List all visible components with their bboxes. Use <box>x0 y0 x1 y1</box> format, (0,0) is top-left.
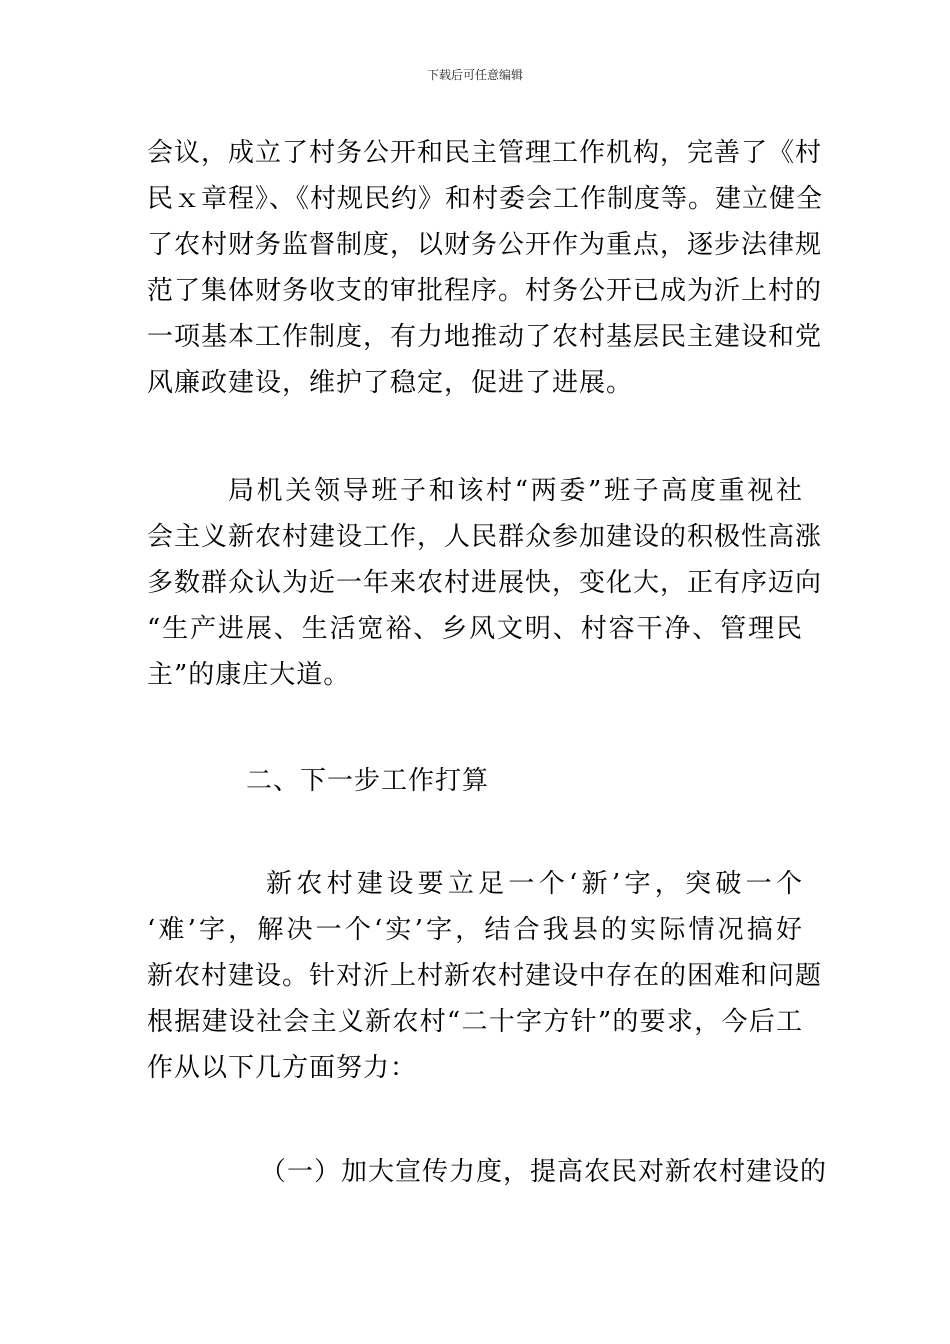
paragraph-4-line-1: （一）加大宣传力度，提高农民对新农村建设的 <box>260 1157 828 1187</box>
paragraph-2-line-3: 多数群众认为近一年来农村进展快，变化大，正有序迈向 <box>147 568 823 598</box>
paragraph-1-line-2: 民ｘ章程》、《村规民约》和村委会工作制度等。建立健全 <box>147 184 824 214</box>
paragraph-3-line-2: ‘难’字，解决一个‘实’字，结合我县的实际情况搞好 <box>147 915 803 945</box>
paragraph-2-line-5: 主”的康庄大道。 <box>147 660 351 690</box>
section-heading: 二、下一步工作打算 <box>246 766 490 796</box>
paragraph-2-line-2: 会主义新农村建设工作，人民群众参加建设的积极性高涨 <box>147 522 823 552</box>
paragraph-1-line-4: 范了集体财务收支的审批程序。村务公开已成为沂上村的 <box>147 276 823 306</box>
paragraph-1-line-3: 了农村财务监督制度，以财务公开作为重点，逐步法律规 <box>147 230 823 260</box>
paragraph-1-line-6: 风廉政建设，维护了稳定，促进了进展。 <box>147 368 634 398</box>
paragraph-3-line-1: 新农村建设要立足一个‘新’字，突破一个 <box>266 869 803 899</box>
paragraph-3-line-3: 新农村建设。针对沂上村新农村建设中存在的困难和问题 <box>147 961 823 991</box>
paragraph-3-line-5: 作从以下几方面努力： <box>147 1053 418 1083</box>
header-note: 下载后可任意编辑 <box>426 68 523 82</box>
paragraph-3-line-4: 根据建设社会主义新农村“二十字方针”的要求，今后工 <box>147 1007 803 1037</box>
paragraph-2-line-1: 局机关领导班子和该村“两委”班子高度重视社 <box>228 476 803 506</box>
paragraph-1-line-5: 一项基本工作制度，有力地推动了农村基层民主建设和党 <box>147 322 823 352</box>
paragraph-1-line-1: 会议，成立了村务公开和民主管理工作机构，完善了《村 <box>147 138 823 168</box>
paragraph-2-line-4: “生产进展、生活宽裕、乡风文明、村容干净、管理民 <box>147 614 803 644</box>
